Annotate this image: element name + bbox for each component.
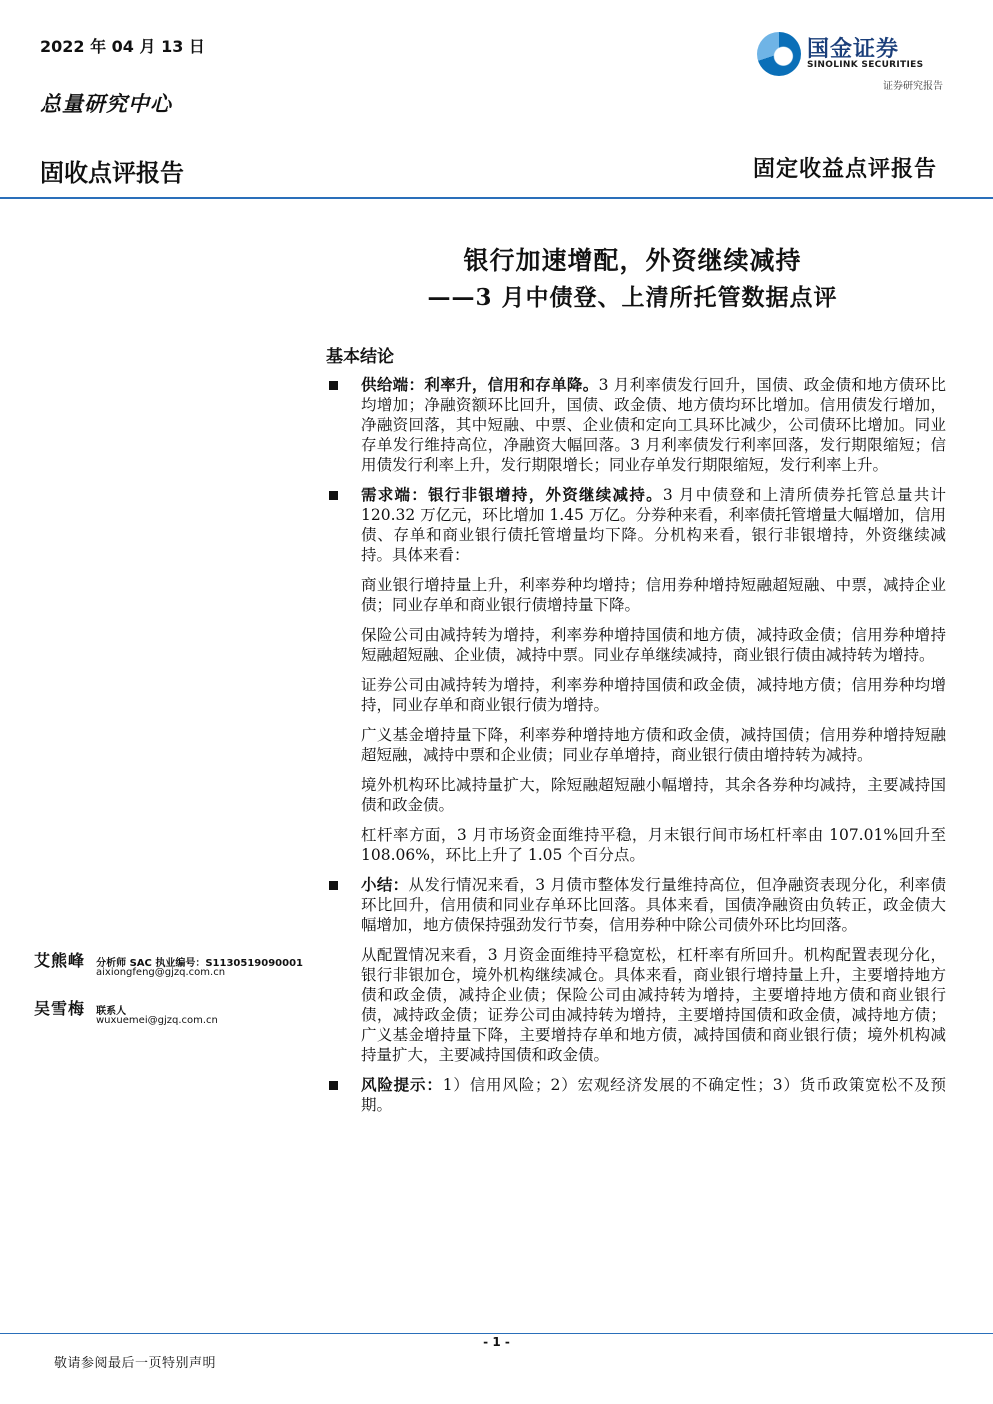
logo-name-en: SINOLINK SECURITIES — [807, 60, 924, 70]
bullet-square-icon — [329, 1081, 338, 1090]
analyst-role: 分析师 SAC 执业编号：S1130519090001 — [96, 958, 304, 969]
bullet-text: 1）信用风险；2）宏观经济发展的不确定性；3）货币政策宽松不及预期。 — [361, 1076, 946, 1114]
demand-para-securities: 证券公司由减持转为增持，利率券种增持国债和政金债，减持地方债；信用券种均增持，同业存单和商业银行债为增持。 — [361, 676, 946, 714]
header-divider — [0, 197, 993, 199]
page-number: - 1 - — [483, 1335, 510, 1349]
bullet-demand — [326, 485, 946, 565]
disclaimer-note: 敬请参阅最后一页特别声明 — [54, 1356, 217, 1371]
bullet-lead: 需求端：银行非银增持，外资继续减持。 — [361, 485, 663, 504]
report-type-right: 固定收益点评报告 — [752, 156, 937, 182]
bullet-square-icon — [329, 491, 338, 500]
analyst-role: 联系人 — [96, 1006, 127, 1017]
conclusions-body — [326, 375, 946, 1125]
bullet-square-icon — [329, 381, 338, 390]
company-logo — [757, 30, 947, 92]
analyst-email[interactable]: aixiongfeng@gjzq.com.cn — [96, 967, 226, 978]
report-subtitle: ——3 月中债登、上清所托管数据点评 — [427, 284, 838, 311]
demand-para-foreign: 境外机构环比减持量扩大，除短融超短融小幅增持，其余各券种均减持，主要减持国债和政金债。 — [361, 776, 946, 814]
bullet-risk — [326, 1075, 946, 1115]
analyst-card — [34, 996, 314, 1036]
demand-para-funds: 广义基金增持量下降，利率券种增持地方债和政金债，减持国债；信用券种增持短融超短融，减持中票和企业债；同业存单增持，商业银行债由增持转为减持。 — [361, 726, 946, 764]
section-heading: 基本结论 — [326, 347, 394, 367]
bullet-lead: 供给端：利率升，信用和存单降。 — [361, 375, 599, 394]
analyst-email[interactable]: wuxuemei@gjzq.com.cn — [96, 1015, 218, 1026]
bullet-text: 从发行情况来看，3 月债市整体发行量维持高位，但净融资表现分化，利率债环比回升，信用债和同业存单环比回落。具体来看，国债净融资由负转正，政金债大幅增加，地方债保持强劲发行节奏，信用券种中除公司债外环比均回落。 — [361, 876, 946, 934]
bullet-supply — [326, 375, 946, 475]
report-title: 银行加速增配，外资继续减持 — [463, 246, 802, 275]
report-type-left: 固收点评报告 — [40, 159, 184, 187]
summary-para: 从配置情况来看，3 月资金面维持平稳宽松，杠杆率有所回升。机构配置表现分化，银行非银加仓，境外机构继续减仓。具体来看，商业银行增持量上升，主要增持地方债和政金债，减持企业债；保险公司由减持转为增持，主要增持地方债和商业银行债，减持政金债；证券公司由减持转为增持，主要增持国债和政金债，减持地方债；广义基金增持量下降，主要增持存单和地方债，减持国债和商业银行债；境外机构减持量扩大，主要减持国债和政金债。 — [361, 946, 946, 1064]
analyst-name: 艾熊峰 — [34, 951, 86, 970]
bullet-text: 3 月中债登和上清所债券托管总量共计 120.32 万亿元，环比增加 1.45 万亿。分券种来看，利率债托管增量大幅增加，信用债、存单和商业银行债托管增量均下降。分机构来看，银行非银增持，外资继续减持。具体来看： — [361, 486, 946, 564]
demand-para-banks: 商业银行增持量上升，利率券种均增持；信用券种增持短融超短融、中票，减持企业债；同业存单和商业银行债增持量下降。 — [361, 576, 946, 614]
bullet-lead: 小结： — [361, 875, 409, 894]
demand-para-insurance: 保险公司由减持转为增持，利率券种增持国债和地方债，减持政金债；信用券种增持短融超短融、企业债，减持中票。同业存单继续减持，商业银行债由减持转为增持。 — [361, 626, 946, 664]
bullet-text: 3 月利率债发行回升，国债、政金债和地方债环比均增加；净融资额环比回升，国债、政金债、地方债均环比增加。信用债发行增加，净融资回落，其中短融、中票、企业债和定向工具环比减少，公司债环比增加。同业存单发行维持高位，净融资大幅回落。3 月利率债发行利率回落，发行期限缩短；信用债发行利率上升，发行期限增长；同业存单发行期限缩短，发行利率上升。 — [361, 376, 946, 474]
bullet-summary — [326, 875, 946, 935]
research-center: 总量研究中心 — [40, 91, 172, 116]
logo-emblem-icon — [757, 32, 801, 76]
demand-para-leverage: 杠杆率方面，3 月市场资金面维持平稳，月末银行间市场杠杆率由 107.01%回升至 108.06%，环比上升了 1.05 个百分点。 — [361, 826, 946, 864]
analyst-name: 吴雪梅 — [34, 999, 86, 1018]
report-date: 2022 年 04 月 13 日 — [40, 37, 205, 56]
bullet-lead: 风险提示： — [361, 1075, 443, 1094]
logo-name-cn: 国金证券 — [807, 37, 900, 62]
footer-divider — [0, 1333, 993, 1334]
analyst-card — [34, 948, 314, 988]
bullet-square-icon — [329, 881, 338, 890]
logo-subtitle: 证券研究报告 — [883, 81, 943, 92]
